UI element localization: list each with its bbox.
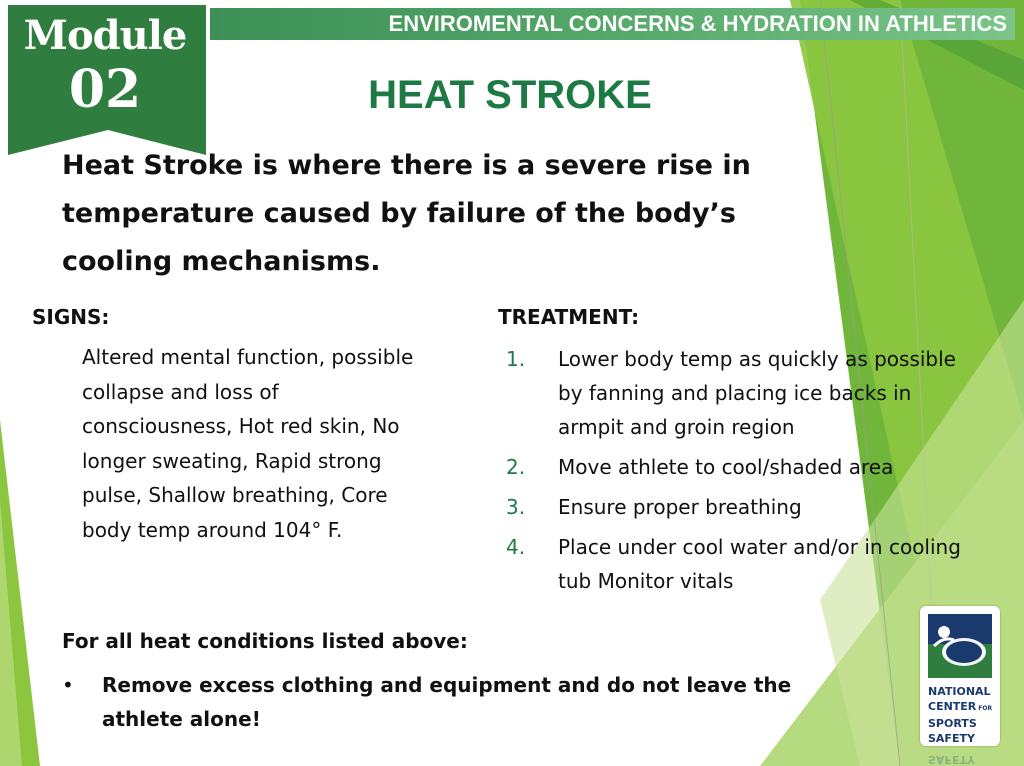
treatment-text: Ensure proper breathing [558, 495, 802, 519]
treatment-item [500, 450, 970, 484]
ncss-line-center [928, 699, 1000, 716]
treatment-list [500, 342, 970, 604]
top-banner [210, 8, 1015, 40]
treatment-number: 3. [506, 495, 526, 519]
treatment-text: Place under cool water and/or in cooling tub Monitor vitals [558, 535, 961, 593]
treatment-item [500, 342, 970, 444]
signs-heading: SIGNS: [32, 305, 110, 329]
treatment-number: 2. [506, 455, 526, 479]
ncss-logo [920, 606, 1000, 746]
module-number: 02 [68, 59, 142, 120]
treatment-text: Lower body temp as quickly as possible by fanning and placing ice backs in armpit and groin region [558, 347, 956, 439]
treatment-text: Move athlete to cool/shaded area [558, 455, 894, 479]
intro-text: Heat Stroke is where there is a severe rise in temperature caused by failure of the body’s cooling mechanisms. [62, 150, 751, 277]
ncss-center-word: CENTER [928, 700, 977, 713]
ncss-line-safety: SAFETY [928, 732, 975, 745]
banner-title: ENVIROMENTAL CONCERNS & HYDRATION IN ATHLETICS [388, 11, 1007, 36]
ncss-for-word: FOR [978, 705, 993, 712]
ncss-reflection: SAFETY [928, 753, 975, 766]
bullet-text: Remove excess clothing and equipment and do not leave the athlete alone! [102, 673, 792, 731]
all-conditions-heading: For all heat conditions listed above: [62, 629, 468, 653]
ncss-emblem-icon [920, 606, 1000, 684]
ncss-line-sports: SPORTS [928, 717, 977, 730]
ncss-line-national: NATIONAL [928, 685, 991, 698]
treatment-number: 1. [506, 347, 526, 371]
treatment-item [500, 530, 970, 598]
treatment-item [500, 490, 970, 524]
signs-body: Altered mental function, possible collapse and loss of consciousness, Hot red skin, No longer sweating, Rapid strong pulse, Shallow breathing, Core body temp around 104° F. [82, 345, 414, 542]
module-label: Module [23, 12, 187, 59]
page-title: HEAT STROKE [368, 73, 652, 117]
ncss-wordmark [928, 684, 1000, 746]
treatment-heading: TREATMENT: [498, 305, 640, 329]
treatment-number: 4. [506, 535, 526, 559]
bullet-icon: • [62, 673, 74, 697]
